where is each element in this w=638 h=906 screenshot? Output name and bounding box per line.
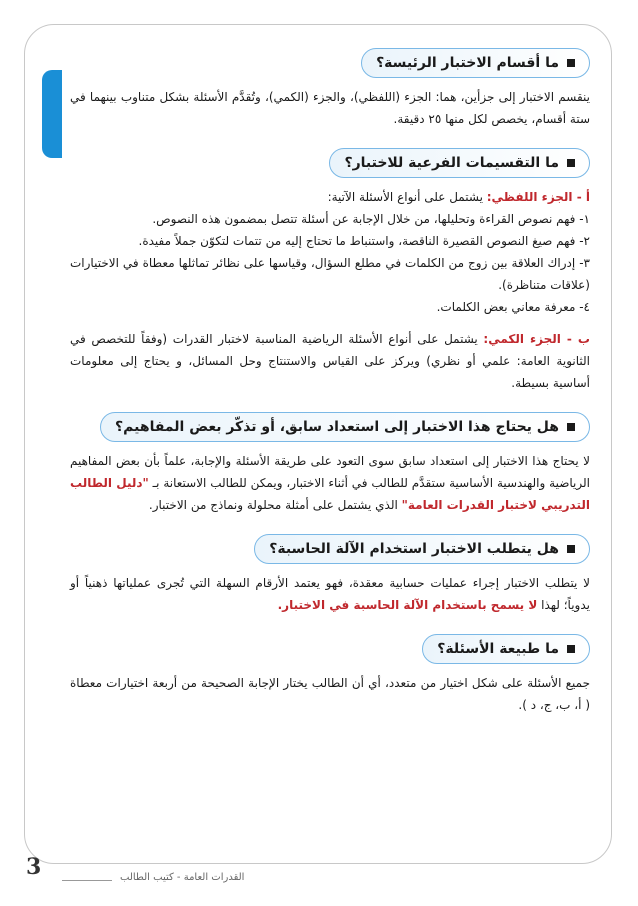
- calculator-warning: لا يسمح باستخدام الآلة الحاسبة في الاختبار.: [277, 598, 538, 612]
- list-item: ٢- فهم صيغ النصوص القصيرة الناقصة، واستنباط ما تحتاج إليه من تتمات لتكوّن جملاً مفيدة.: [138, 234, 590, 248]
- footer-divider: [62, 880, 112, 881]
- list-item: ٤- معرفة معاني بعض الكلمات.: [436, 300, 590, 314]
- page-number: 3: [26, 854, 42, 880]
- section-heading: [100, 412, 590, 442]
- preparation-text: لا يحتاج هذا الاختبار إلى استعداد سابق سوى التعود على طريقة الأسئلة والإجابة، علماً بأن بعض المفاهيم الرياضية والهندسية الأساسية ستقدَّم للطالب في أثناء الاختبار، ويمكن للطالب الاستعانة بـ: [70, 454, 590, 490]
- list-item: ٣- إدراك العلاقة بين زوج من الكلمات في مطلع السؤال، وقياسها على نظائر تماثلها معطاة في الاختيارات (علاقات متناظرة).: [70, 256, 590, 292]
- quantitative-text: يشتمل على أنواع الأسئلة الرياضية المناسبة لاختبار القدرات (وفقاً للتخصص في الثانوية العامة: علمي أو نظري) ويركز على القياس والاستنتاج وحل المسائل، و يحتاج إلى معلومات أساسية بسيطة.: [70, 332, 590, 390]
- section-4-paragraph: [70, 572, 590, 616]
- section-heading: [329, 148, 590, 178]
- footer-title: القدرات العامة - كتيب الطالب: [120, 872, 245, 883]
- page-tab-marker: [42, 70, 62, 158]
- section-heading: [422, 634, 590, 664]
- verbal-intro-text: يشتمل على أنواع الأسئلة الآتية:: [327, 190, 487, 204]
- section-heading: [361, 48, 590, 78]
- training-guide-title: "دليل الطالب التدريبي لاختبار القدرات العامة": [70, 476, 590, 512]
- section-2: [70, 138, 590, 186]
- page-content: [70, 38, 590, 716]
- section-heading: [254, 534, 590, 564]
- square-bullet-icon: [567, 423, 575, 431]
- quantitative-paragraph: [70, 328, 590, 394]
- heading-text: ما طبيعة الأسئلة؟: [437, 641, 559, 657]
- section-5: [70, 624, 590, 672]
- section-3-paragraph: [70, 450, 590, 516]
- heading-text: ما أقسام الاختبار الرئيسة؟: [376, 55, 559, 71]
- section-1-paragraph: ينقسم الاختبار إلى جزأين، هما: الجزء (اللفظي)، والجزء (الكمي)، وتُقدَّم الأسئلة بشكل متناوب بينهما في ستة أقسام، يخصص لكل منها ٢٥ دقيقة.: [70, 90, 590, 126]
- section-1: [70, 38, 590, 86]
- heading-text: هل يتطلب الاختبار استخدام الآلة الحاسبة؟: [269, 541, 559, 557]
- heading-text: ما التقسيمات الفرعية للاختبار؟: [344, 155, 559, 171]
- verbal-intro: [70, 186, 590, 208]
- section-4: [70, 524, 590, 572]
- list-item: ١- فهم نصوص القراءة وتحليلها، من خلال الإجابة عن أسئلة تتصل بمضمون هذه النصوص.: [152, 212, 590, 226]
- verbal-label: أ - الجزء اللفظي:: [486, 190, 590, 204]
- square-bullet-icon: [567, 545, 575, 553]
- square-bullet-icon: [567, 59, 575, 67]
- preparation-text-end: الذي يشتمل على أمثلة محلولة ونماذج من الاختبار.: [148, 498, 402, 512]
- quantitative-label: ب - الجزء الكمي:: [483, 332, 590, 346]
- calculator-text: لا يتطلب الاختبار إجراء عمليات حسابية معقدة، فهو يعتمد الأرقام السهلة التي تُجرى عملياتها ذهنياً أو يدوياً؛ لهذا: [70, 576, 590, 612]
- heading-text: هل يحتاج هذا الاختبار إلى استعداد سابق، أو تذكّر بعض المفاهيم؟: [115, 419, 559, 435]
- square-bullet-icon: [567, 645, 575, 653]
- square-bullet-icon: [567, 159, 575, 167]
- section-3: [70, 402, 590, 450]
- section-5-paragraph: جميع الأسئلة على شكل اختيار من متعدد، أي أن الطالب يختار الإجابة الصحيحة من أربعة اختيارات معطاة ( أ، ب، ج، د ).: [70, 676, 590, 712]
